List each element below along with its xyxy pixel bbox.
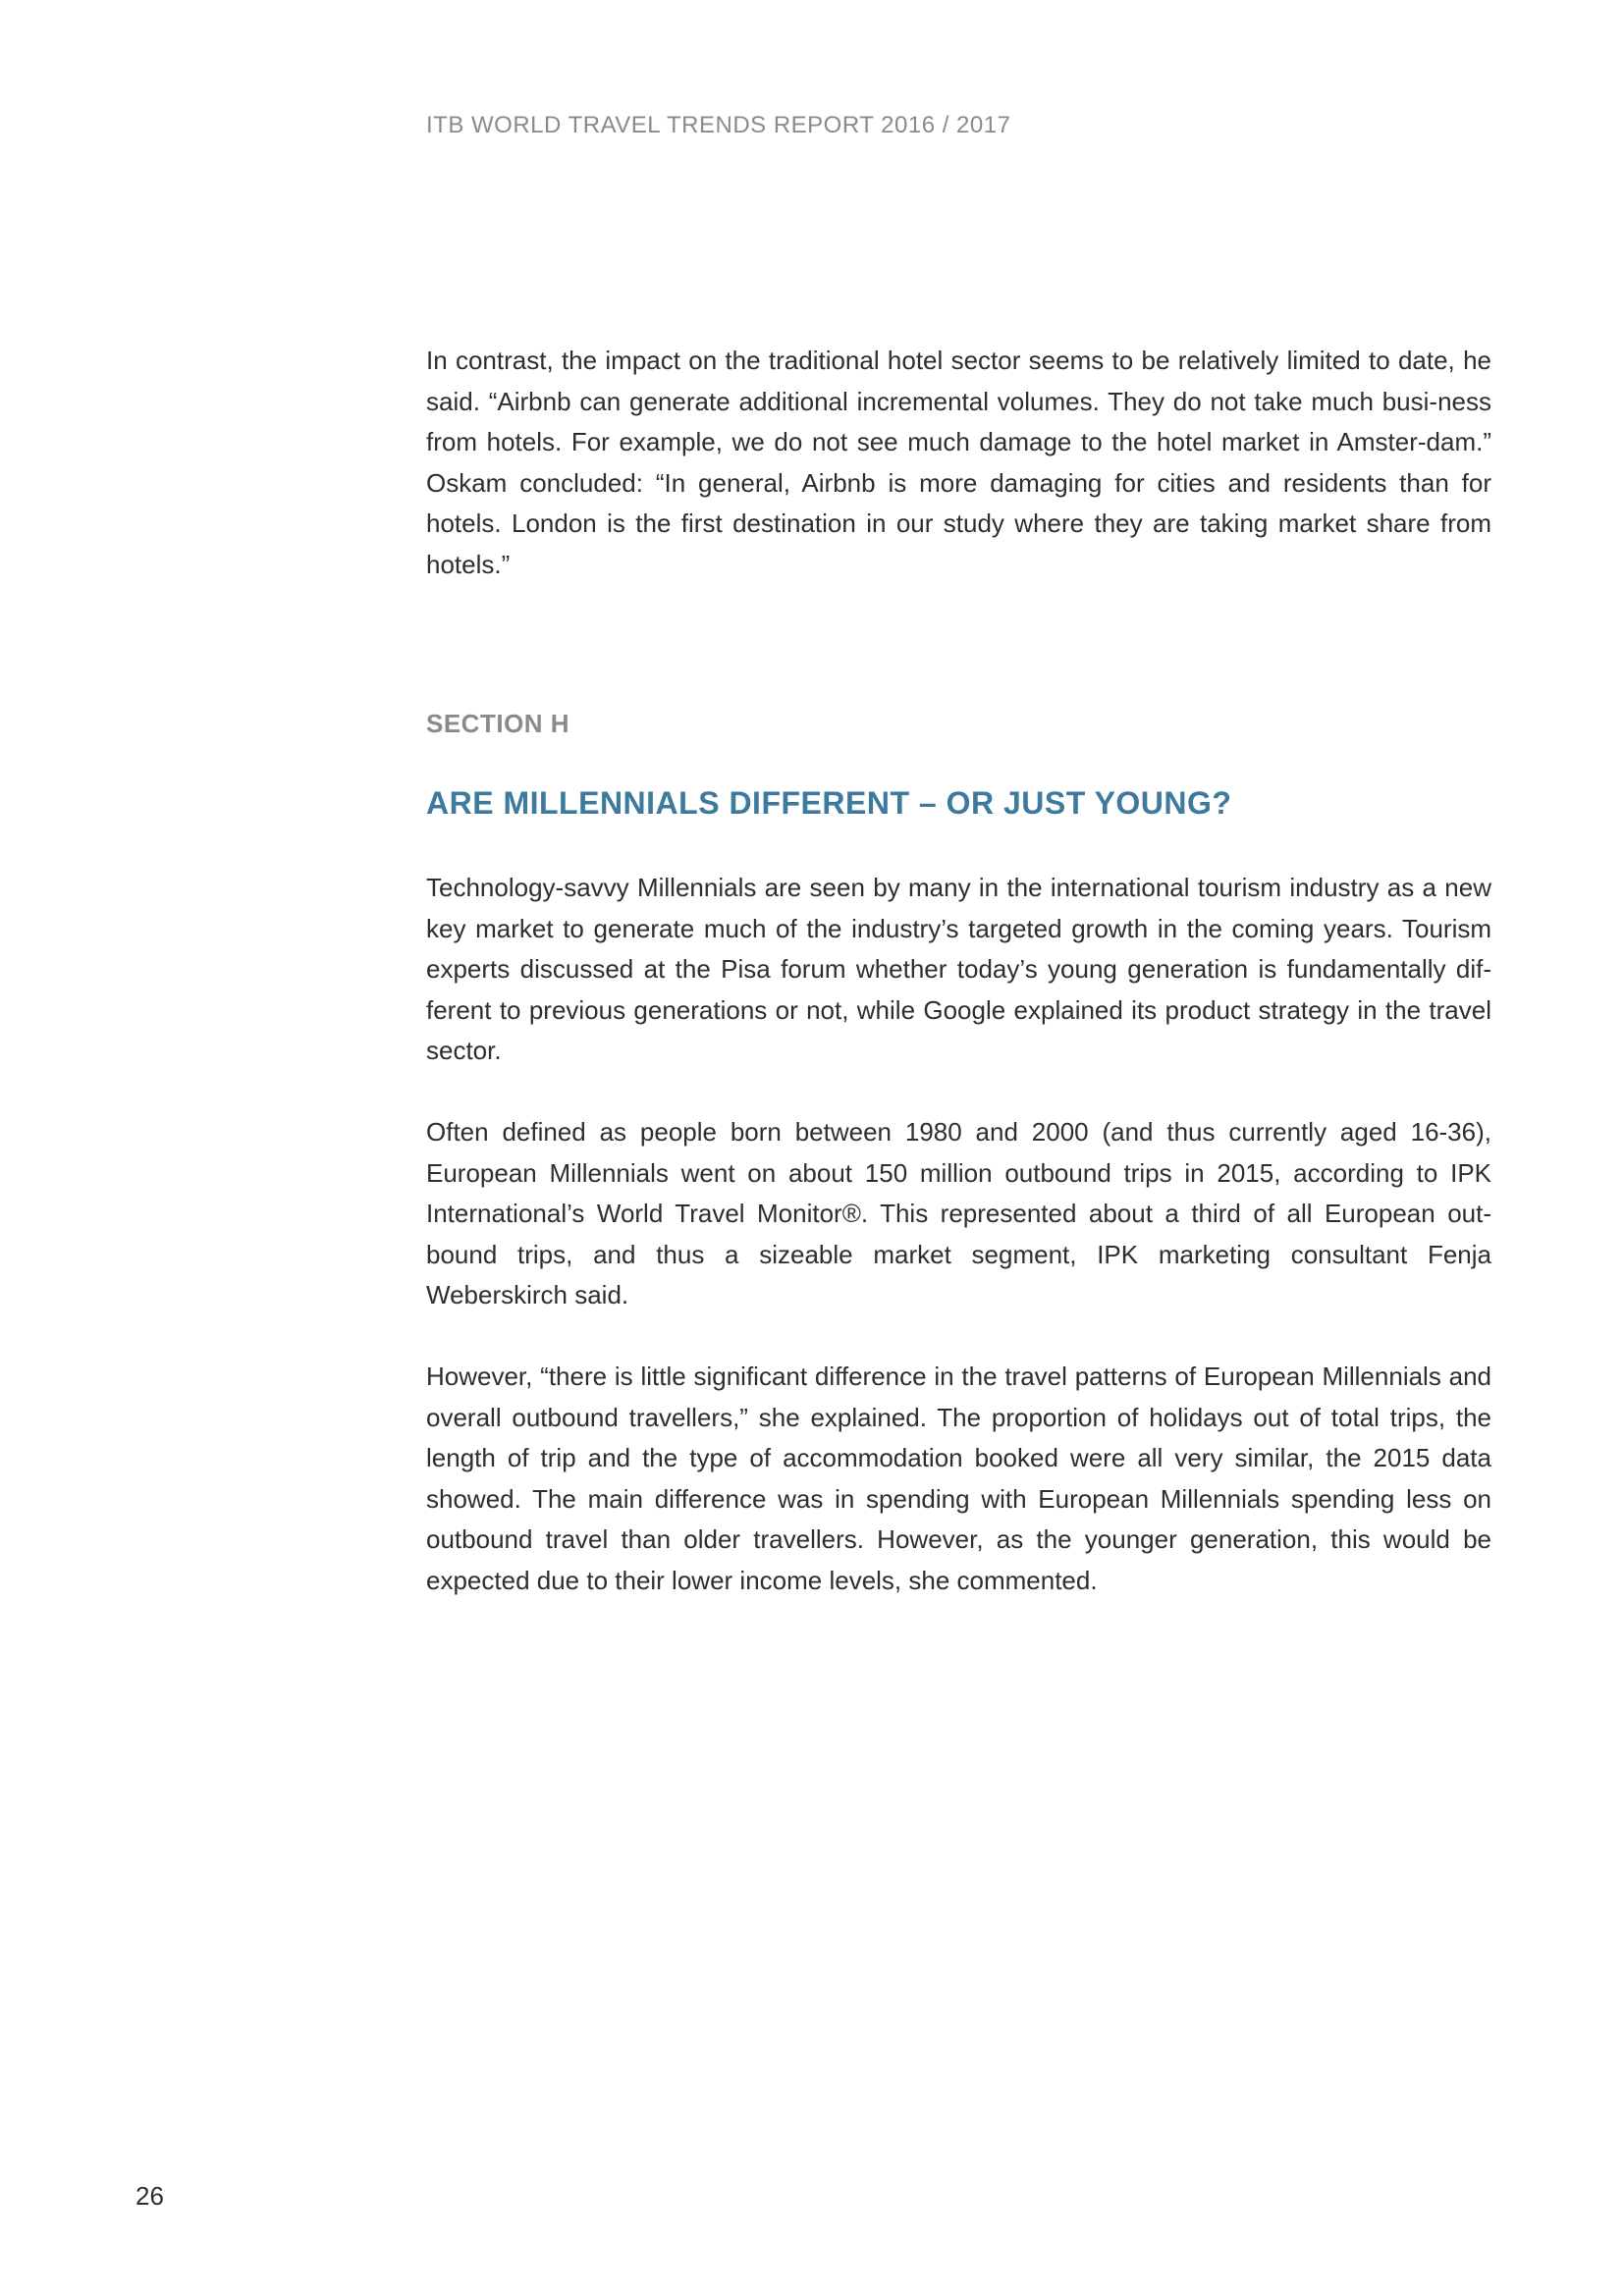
section-label: SECTION H [426, 709, 570, 738]
section-body [426, 868, 1491, 1601]
page-number: 26 [135, 2181, 164, 2211]
intro-paragraph: In contrast, the impact on the traditional hotel sector seems to be relatively limited to date, he said. “Airbnb can generate additional incremental volumes. They do not take much busi-ness from hotels. For example, we do not see much damage to the hotel market in Amster-dam.” Oskam concluded: “In general, Airbnb is more damaging for cities and residents than for hotels. London is the first destination in our study where they are taking market share from hotels.” [426, 346, 1491, 579]
section-paragraph: Often defined as people born between 1980 and 2000 (and thus currently aged 16-36), European Millennials went on about 150 million outbound trips in 2015, according to IPK International’s World Travel Monitor®. This represented about a third of all European out-bound trips, and thus a sizeable market segment, IPK marketing consultant Fenja Weberskirch said. [426, 1117, 1491, 1309]
intro-block [426, 341, 1491, 585]
section-paragraph: Technology-savvy Millennials are seen by many in the international tourism industry as a new key market to generate much of the industry’s targeted growth in the coming years. Tourism experts discussed at the Pisa forum whether today’s young generation is fundamentally dif-ferent to previous generations or not, while Google explained its product strategy in the travel sector. [426, 873, 1491, 1065]
section-title: ARE MILLENNIALS DIFFERENT – OR JUST YOUNG? [426, 785, 1232, 821]
section-paragraph: However, “there is little significant difference in the travel patterns of European Millennials and overall outbound travellers,” she explained. The proportion of holidays out of total trips, the length of trip and the type of accommodation booked were all very similar, the 2015 data showed. The main difference was in spending with European Millennials spending less on outbound travel than older travellers. However, as the younger generation, this would be expected due to their lower income levels, she commented. [426, 1362, 1491, 1595]
running-header: ITB WORLD TRAVEL TRENDS REPORT 2016 / 2017 [426, 112, 1011, 138]
